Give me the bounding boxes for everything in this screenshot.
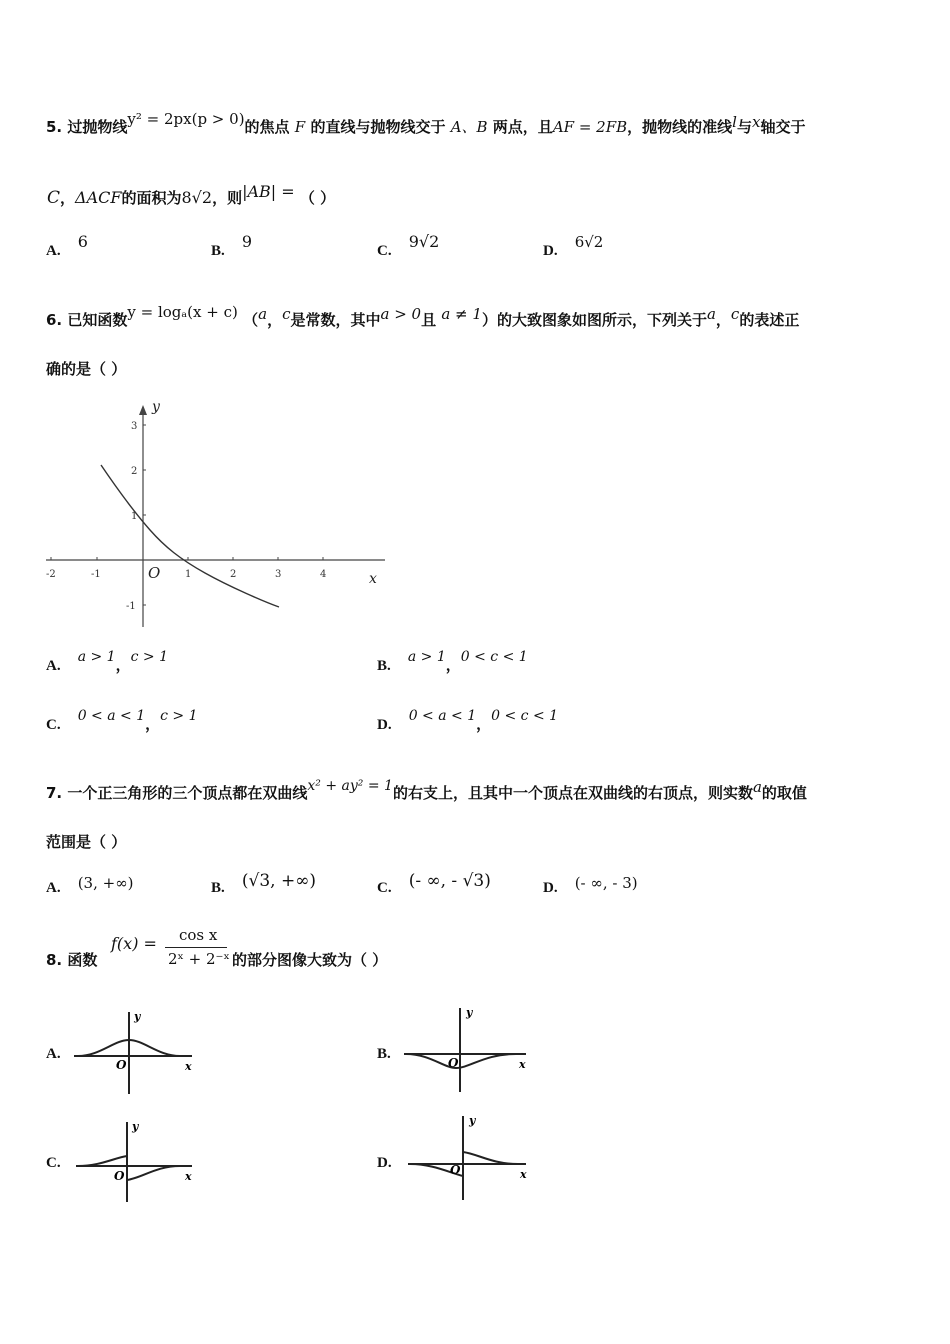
y-tick-label: 2 [131,466,138,477]
q7-option-d[interactable]: D. (- ∞, - 3) [543,874,638,896]
log-curve [101,465,282,607]
q6-line2: 确的是（ ） [46,360,127,378]
q5-vector-eq: AF = 2FB [552,118,628,136]
q8-number: 8. [46,951,63,969]
svg-text:x: x [185,1060,192,1073]
q8-option-a[interactable] [70,1008,200,1098]
q6-number: 6. [46,311,63,329]
y-tick-label: 1 [131,511,138,522]
x-tick-label: 3 [275,569,282,580]
q5-line1: 5. 过抛物线y² = 2px(p > 0)的焦点 F 的直线与抛物线交于 A、B 两点，且AF = 2FB，抛物线的准线l与x轴交于 [46,110,806,136]
x-tick-label: -2 [46,569,56,580]
q5-line2: C，ΔACF的面积为8√2，则|AB| = （ ） [47,182,336,208]
q6-line1: 6. 已知函数y = logₐ(x + c) （a，c是常数，其中a > 0且 a ≠ 1）的大致图象如图所示，下列关于a，c的表述正 [46,303,800,329]
q8-option-d[interactable] [400,1112,535,1204]
x-tick-label: -1 [91,569,101,580]
q6-option-c[interactable]: C. 0 < a < 1，c > 1 [46,708,198,733]
q5-number: 5. [46,118,63,136]
q6-option-d[interactable]: D. 0 < a < 1，0 < c < 1 [377,708,559,733]
q8-option-b-label: B. [377,1046,391,1062]
q7-option-a[interactable]: A. (3, +∞) [46,874,134,896]
origin-label: O [148,564,161,582]
fraction-bar [165,947,227,948]
x-axis-label: x [369,571,377,587]
x-tick-label: 2 [230,569,237,580]
svg-text:y: y [469,1114,476,1127]
svg-text:O: O [114,1169,125,1183]
svg-text:O: O [448,1056,459,1070]
q8-option-c[interactable] [70,1118,200,1206]
q6-option-a[interactable]: A. a > 1，c > 1 [46,649,168,674]
svg-text:O: O [450,1163,461,1177]
q7-option-b[interactable]: B. (√3, +∞) [211,871,316,896]
q5-option-b[interactable]: B. 9 [211,232,253,259]
q7-option-c[interactable]: C. (- ∞, - √3) [377,871,491,896]
svg-text:x: x [185,1170,192,1183]
q8-line1-tail: 的部分图像大致为（ ） [232,951,388,969]
svg-text:x: x [519,1058,526,1071]
x-tick-label: 4 [320,569,327,580]
q6-graph [40,395,385,630]
q8-option-b[interactable] [400,1004,535,1096]
curve [78,1156,180,1180]
svg-text:y: y [134,1010,141,1023]
q5-option-a[interactable]: A. 6 [46,232,88,259]
y-tick-label: -1 [126,601,136,612]
q7-hyperbola-eq: x² + ay² = 1 [307,778,393,794]
q5-option-d[interactable]: D. 6√2 [543,233,604,259]
svg-text:y: y [132,1120,139,1133]
q8-option-c-label: C. [46,1155,61,1171]
q8-option-d-label: D. [377,1155,392,1171]
svg-text:O: O [116,1058,127,1072]
q6-log-eq: y = logₐ(x + c) [127,303,238,321]
q7-number: 7. [46,784,63,802]
q8-function-formula: f(x) = cos x 2ˣ + 2⁻ˣ [111,926,230,968]
y-axis-label: y [152,399,160,415]
q8-line1: 8. 函数 [46,951,98,969]
y-axis-arrow-icon [139,405,147,415]
q7-line2: 范围是（ ） [46,833,127,851]
q6-option-b[interactable]: B. a > 1，0 < c < 1 [377,649,528,674]
q5-option-c[interactable]: C. 9√2 [377,232,440,259]
q7-line1: 7. 一个正三角形的三个顶点都在双曲线x² + ay² = 1的右支上，且其中一个顶点在双曲线的右顶点，则实数a的取值 [46,778,807,802]
x-tick-label: 1 [185,569,192,580]
svg-text:y: y [466,1006,473,1019]
y-tick-label: 3 [131,421,138,432]
q5-parabola-eq: y² = 2px(p > 0) [127,110,245,128]
svg-text:x: x [520,1168,527,1181]
q8-option-a-label: A. [46,1046,61,1062]
